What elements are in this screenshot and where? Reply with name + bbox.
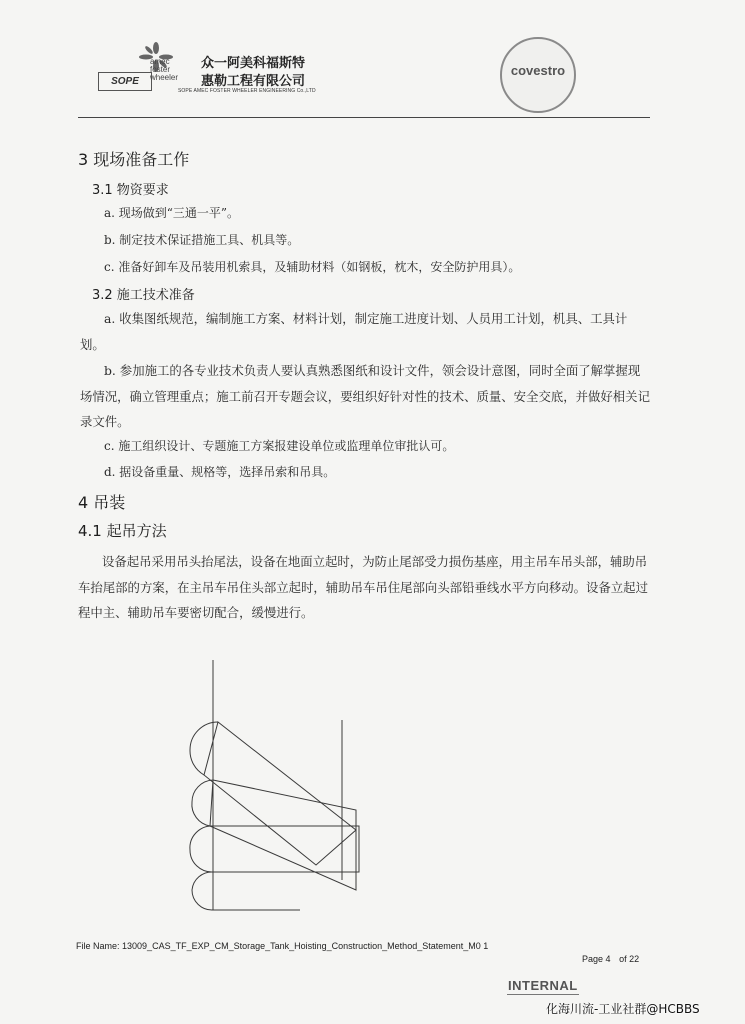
section-3-1-heading: 3.1 物资要求 — [92, 183, 169, 198]
section-3-2-heading: 3.2 施工技术准备 — [92, 288, 195, 303]
tank-bottom-head — [192, 872, 213, 910]
list-item: c. 准备好卸车及吊装用机索具，及辅助材料（如钢板，枕木，安全防护用具）。 — [104, 260, 521, 274]
list-item: d. 据设备重量、规格等，选择吊索和吊具。 — [104, 465, 336, 479]
tank-horizontal — [213, 826, 359, 872]
covestro-logo-text: covestro — [510, 63, 566, 78]
company-name-cn-line2: 惠勒工程有限公司 — [201, 74, 306, 89]
header-divider — [78, 117, 650, 118]
section-3-heading: 3 现场准备工作 — [78, 150, 190, 169]
list-item: b. 参加施工的各专业技术负责人要认真熟悉图纸和设计文件，领会设计意图，同时全面了解掌握现场情况，确立管理重点；施工前召开专题会议，要组织好针对性的技术、质量、安全交底，并做好相关记录文件。 — [80, 363, 650, 429]
hoisting-diagram — [180, 660, 380, 920]
tank-mid — [210, 780, 356, 890]
sope-mark: SOPE — [98, 72, 152, 91]
tank-mid-head — [192, 780, 213, 826]
page-number: Page 4 of 22 — [582, 954, 640, 964]
classification-label: INTERNAL — [508, 978, 578, 993]
company-name-cn-line1: 众一阿美科福斯特 — [201, 56, 306, 71]
hoisting-method-paragraph: 设备起吊采用吊头抬尾法，设备在地面立起时，为防止尾部受力损伤基座，用主吊车吊头部，辅助吊车抬尾部的方案，在主吊车吊住头部立起时，辅助吊车吊住尾部向头部铅垂线水平方向移动。设备立起过程中主、辅助吊车要密切配合，缓慢进行。 — [78, 554, 648, 620]
list-item: c. 施工组织设计、专题施工方案报建设单位或监理单位审批认可。 — [104, 439, 455, 453]
company-name-en: SOPE AMEC FOSTER WHEELER ENGINEERING Co.,LTD — [178, 88, 316, 94]
tank-tilted — [204, 722, 356, 865]
amec-foster-wheeler-mark: amec foster wheeler — [150, 57, 179, 82]
list-item: a. 现场做到“三通一平”。 — [104, 206, 240, 220]
list-item: b. 制定技术保证措施工具、机具等。 — [104, 233, 300, 247]
classification-underline — [507, 994, 579, 995]
file-name: File Name: 13009_CAS_TF_EXP_CM_Storage_Tank_Hoisting_Construction_Method_Statement_M0 1 — [76, 941, 489, 951]
covestro-logo — [500, 37, 576, 113]
watermark: 化海川流-工业社群@HCBBS — [546, 1002, 700, 1016]
list-item: a. 收集图纸规范，编制施工方案、材料计划，制定施工进度计划、人员用工计划，机具、工具计划。 — [80, 311, 628, 352]
tank-tilted-head — [190, 722, 218, 775]
company-logo — [98, 42, 316, 98]
tank-horizontal-head — [190, 826, 213, 872]
section-4-heading: 4 吊装 — [78, 493, 126, 512]
section-4-1-heading: 4.1 起吊方法 — [78, 522, 167, 540]
